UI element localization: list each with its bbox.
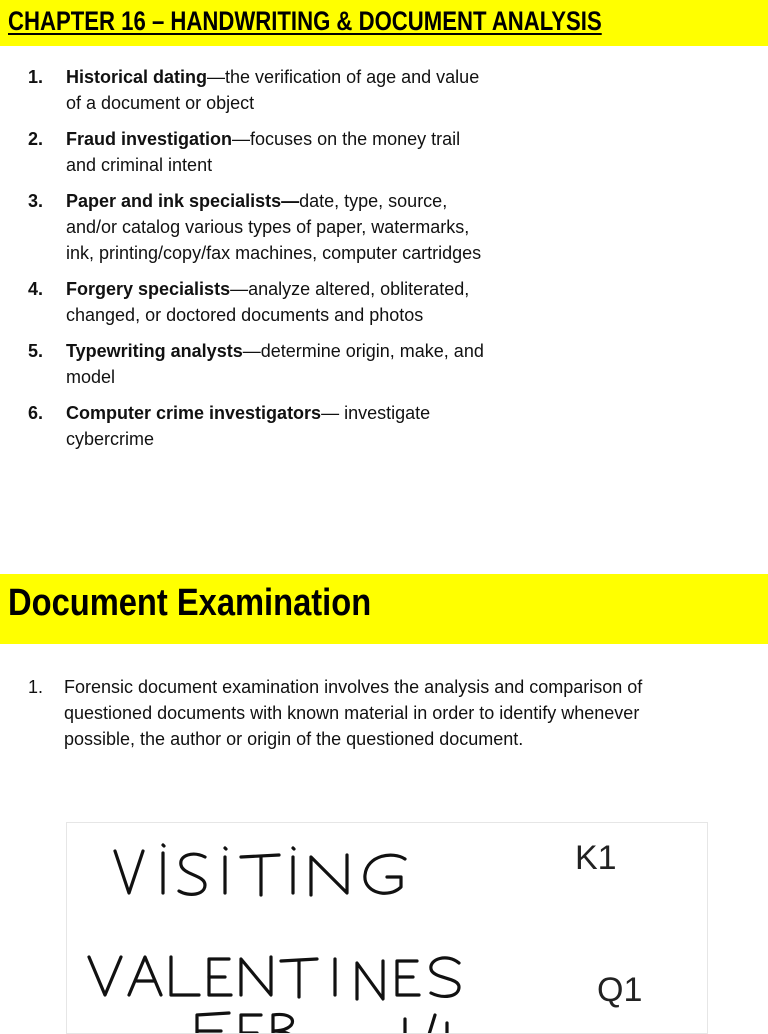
paragraph-text: Forensic document examination involves the analysis and comparison of questioned documents with known material in order to identify whenever possible, the author or origin of the questioned document.	[64, 677, 643, 749]
list-description: —determine origin, make, and model	[66, 341, 484, 387]
examination-paragraph	[28, 674, 668, 752]
list-item	[28, 338, 488, 390]
list-term: Computer crime investigators	[66, 403, 322, 423]
list-number: 5.	[28, 341, 44, 361]
list-item	[28, 64, 488, 116]
list-description: —focuses on the money trail and criminal intent	[66, 129, 461, 175]
list-item	[28, 126, 488, 178]
chapter-title: CHAPTER 16 – HANDWRITING & DOCUMENT ANALYSIS	[8, 6, 602, 36]
list-description: —analyze altered, obliterated, changed, or doctored documents and photos	[66, 279, 470, 325]
handwriting-date	[197, 1013, 453, 1033]
list-item	[28, 276, 488, 328]
list-number: 6.	[28, 403, 44, 423]
list-item	[28, 400, 488, 452]
list-number: 2.	[28, 129, 44, 149]
handwriting-sample-image	[66, 822, 708, 1034]
list-number: 4.	[28, 279, 44, 299]
list-description: — investigate cybercrime	[66, 403, 431, 449]
list-description: date, type, source, and/or catalog various types of paper, watermarks, ink, printing/copy/fax machines, computer cartridges	[66, 191, 482, 263]
specialist-list	[28, 64, 488, 462]
section-title: Document Examination	[8, 582, 372, 624]
questioned-sample-label: Q1	[597, 971, 643, 1009]
list-description: —the verification of age and value of a document or object	[66, 67, 480, 113]
handwriting-known	[115, 845, 405, 895]
list-term: Fraud investigation	[66, 129, 233, 149]
list-term: Paper and ink specialists—	[66, 191, 300, 211]
paragraph-number: 1.	[28, 677, 44, 697]
list-term: Typewriting analysts	[66, 341, 243, 361]
list-number: 3.	[28, 191, 44, 211]
handwriting-questioned	[89, 957, 459, 999]
list-term: Forgery specialists	[66, 279, 231, 299]
known-sample-label: K1	[575, 839, 617, 877]
list-term: Historical dating	[66, 67, 208, 87]
list-item	[28, 188, 488, 266]
list-number: 1.	[28, 67, 44, 87]
